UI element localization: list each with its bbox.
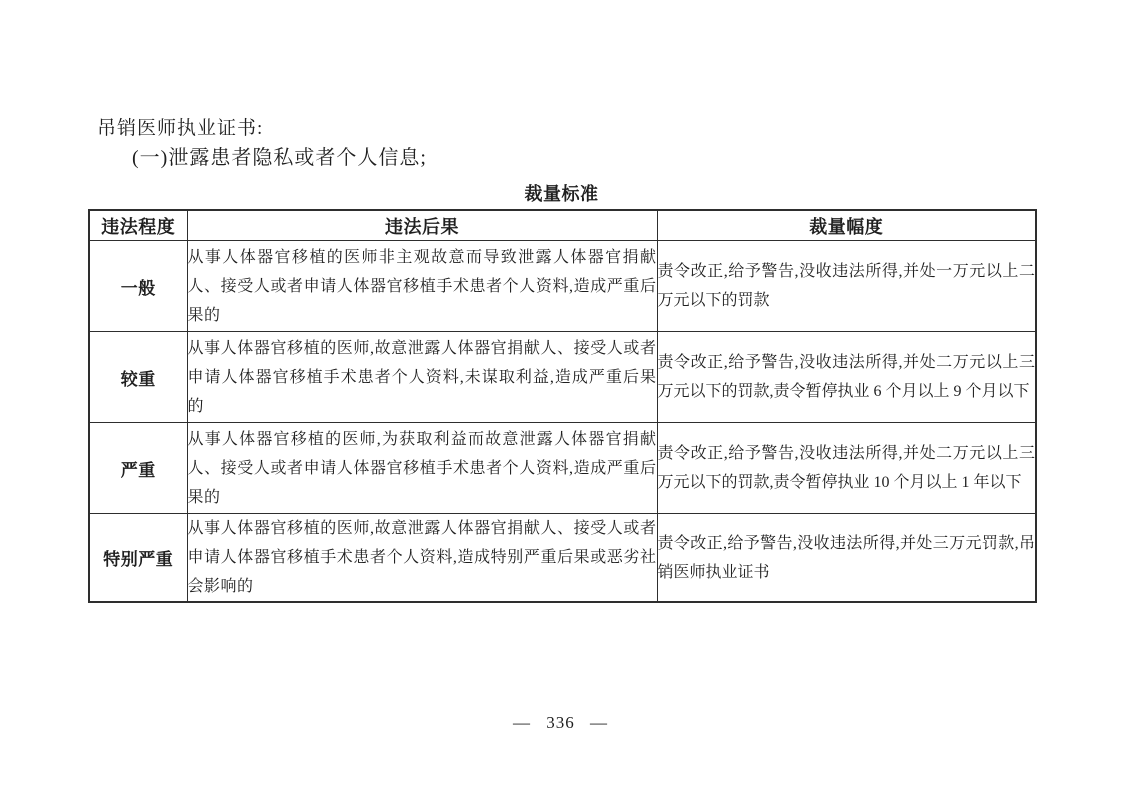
discretion-range-cell: 责令改正,给予警告,没收违法所得,并处三万元罚款,吊销医师执业证书 (657, 514, 1036, 603)
subsection-heading: (一)泄露患者隐私或者个人信息; (132, 147, 427, 169)
discretion-range-cell: 责令改正,给予警告,没收违法所得,并处二万元以上三万元以下的罚款,责令暂停执业 6 个月以上 9 个月以下 (657, 332, 1036, 423)
violation-level-cell: 一般 (89, 241, 187, 332)
violation-consequence-cell: 从事人体器官移植的医师,为获取利益而故意泄露人体器官捐献人、接受人或者申请人体器官移植手术患者个人资料,造成严重后果的 (187, 423, 657, 514)
discretion-standards-table (88, 209, 1037, 603)
page-number: — 336 — (513, 713, 608, 732)
column-header-discretion-range: 裁量幅度 (657, 210, 1036, 241)
column-header-violation-consequence: 违法后果 (187, 210, 657, 241)
discretion-range-cell: 责令改正,给予警告,没收违法所得,并处二万元以上三万元以下的罚款,责令暂停执业 10 个月以上 1 年以下 (657, 423, 1036, 514)
table-row-general (89, 241, 1036, 332)
table-row-serious (89, 423, 1036, 514)
violation-level-cell: 较重 (89, 332, 187, 423)
violation-level-cell: 特别严重 (89, 514, 187, 603)
table-row-relatively-serious (89, 332, 1036, 423)
column-header-violation-level: 违法程度 (89, 210, 187, 241)
discretion-range-cell: 责令改正,给予警告,没收违法所得,并处一万元以上二万元以下的罚款 (657, 241, 1036, 332)
table-row-especially-serious (89, 514, 1036, 603)
violation-consequence-cell: 从事人体器官移植的医师,故意泄露人体器官捐献人、接受人或者申请人体器官移植手术患者个人资料,未谋取利益,造成严重后果的 (187, 332, 657, 423)
violation-level-cell: 严重 (89, 423, 187, 514)
table-title: 裁量标准 (524, 184, 599, 204)
table-header-row (89, 210, 1036, 241)
section-heading: 吊销医师执业证书: (97, 118, 264, 139)
violation-consequence-cell: 从事人体器官移植的医师,故意泄露人体器官捐献人、接受人或者申请人体器官移植手术患者个人资料,造成特别严重后果或恶劣社会影响的 (187, 514, 657, 603)
violation-consequence-cell: 从事人体器官移植的医师非主观故意而导致泄露人体器官捐献人、接受人或者申请人体器官移植手术患者个人资料,造成严重后果的 (187, 241, 657, 332)
